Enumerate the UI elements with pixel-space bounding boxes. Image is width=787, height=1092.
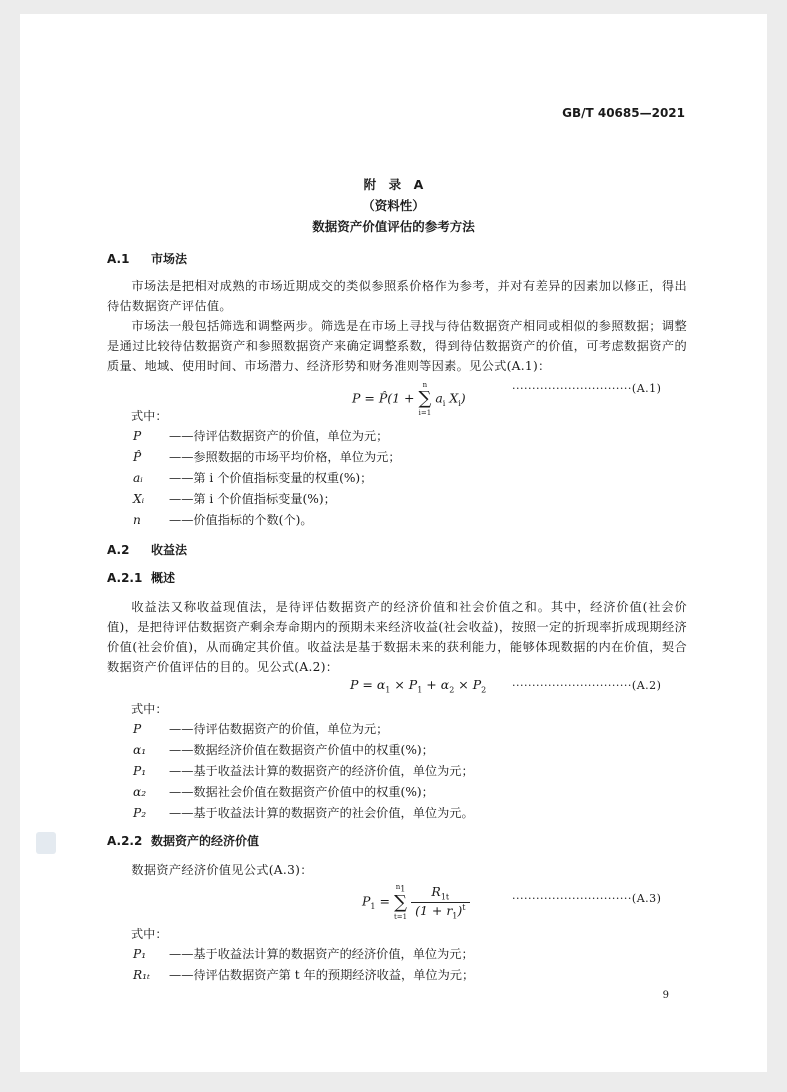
page-number: 9 bbox=[662, 990, 669, 1001]
definition-item: α₁ ——数据经济价值在数据资产价值中的权重(%)； bbox=[133, 743, 434, 757]
formula-leader: ······························(A.3) bbox=[512, 892, 662, 905]
where-label: 式中： bbox=[131, 409, 168, 423]
formula-leader: ······························(A.1) bbox=[512, 382, 662, 395]
document-content bbox=[107, 250, 687, 986]
paragraph: 市场法一般包括筛选和调整两步。筛选是在市场上寻找与待估数据资产相同或相似的参照数据；调整是通过比较待估数据资产和参照数据资产来确定调整系数，得到待估数据资产的价值，可考虑数据资产的质量、地域、使用时间、市场潜力、经济形势和财务准则等因素。见公式(A.1)： bbox=[107, 319, 687, 373]
section-heading-a22: A.2.2 数据资产的经济价值 bbox=[107, 834, 260, 848]
formula-expression: $P = \alpha_1 \times P_1 + \alpha_2 \times P_2$ bbox=[350, 677, 487, 695]
definition-item: R₁ₜ ——待评估数据资产第 t 年的预期经济收益，单位为元； bbox=[133, 968, 475, 982]
definition-item: P₂ ——基于收益法计算的数据资产的社会价值，单位为元。 bbox=[133, 806, 474, 820]
definition-item: P₁ ——基于收益法计算的数据资产的经济价值，单位为元； bbox=[133, 764, 474, 778]
watermark-icon bbox=[36, 832, 56, 854]
section-heading-a2: A.2 收益法 bbox=[107, 543, 188, 557]
definition-item: P ——待评估数据资产的价值，单位为元； bbox=[133, 429, 389, 443]
where-label: 式中： bbox=[131, 927, 168, 941]
definition-item: Xᵢ ——第 i 个价值指标变量(%)； bbox=[133, 492, 336, 506]
appendix-title: 数据资产价值评估的参考方法 bbox=[312, 219, 475, 234]
formula-expression: P = P̂(1 + n ∑ i=1 $a_i$ $X_i$) bbox=[352, 381, 466, 417]
formula-a3 bbox=[107, 880, 687, 924]
standard-number: GB/T 40685—2021 bbox=[562, 106, 685, 120]
appendix-title-block bbox=[20, 174, 767, 237]
definition-item: n ——价值指标的个数(个)。 bbox=[133, 513, 313, 527]
definition-item: P₁ ——基于收益法计算的数据资产的经济价值，单位为元； bbox=[133, 947, 474, 961]
formula-a2 bbox=[107, 677, 687, 699]
paragraph: 市场法是把相对成熟的市场近期成交的类似参照系价格作为参考，并对有差异的因素加以修正，得出待估数据资产评估值。 bbox=[107, 279, 687, 313]
where-label: 式中： bbox=[131, 702, 168, 716]
section-heading-a21: A.2.1 概述 bbox=[107, 571, 176, 585]
definition-item: P̂ ——参照数据的市场平均价格，单位为元； bbox=[133, 450, 401, 464]
definition-item: P ——待评估数据资产的价值，单位为元； bbox=[133, 722, 389, 736]
formula-expression: $P_1$ = $n_1$ ∑ t=1 $\frac{R_{1t}}{(1 + r_1)^t}$ bbox=[362, 882, 470, 922]
appendix-label: 附 录 A bbox=[363, 177, 424, 192]
appendix-type: （资料性） bbox=[362, 198, 425, 213]
definition-item: aᵢ ——第 i 个价值指标变量的权重(%)； bbox=[133, 471, 373, 485]
section-heading-a1: A.1 市场法 bbox=[107, 252, 188, 266]
formula-leader: ······························(A.2) bbox=[512, 679, 662, 692]
definition-item: α₂ ——数据社会价值在数据资产价值中的权重(%)； bbox=[133, 785, 434, 799]
document-page bbox=[20, 14, 767, 1072]
paragraph: 收益法又称收益现值法，是待评估数据资产的经济价值和社会价值之和。其中，经济价值(社会价值)，是把待评估数据资产剩余寿命期内的预期未来经济收益(社会收益)，按照一定的折现率折成现期经济价值(社会价值)，从而确定其价值。收益法是基于数据未来的获利能力，能够体现数据的内在价值，契合数据资产价值评估的目的。见公式(A.2)： bbox=[107, 600, 687, 674]
paragraph: 数据资产经济价值见公式(A.3)： bbox=[131, 863, 313, 877]
